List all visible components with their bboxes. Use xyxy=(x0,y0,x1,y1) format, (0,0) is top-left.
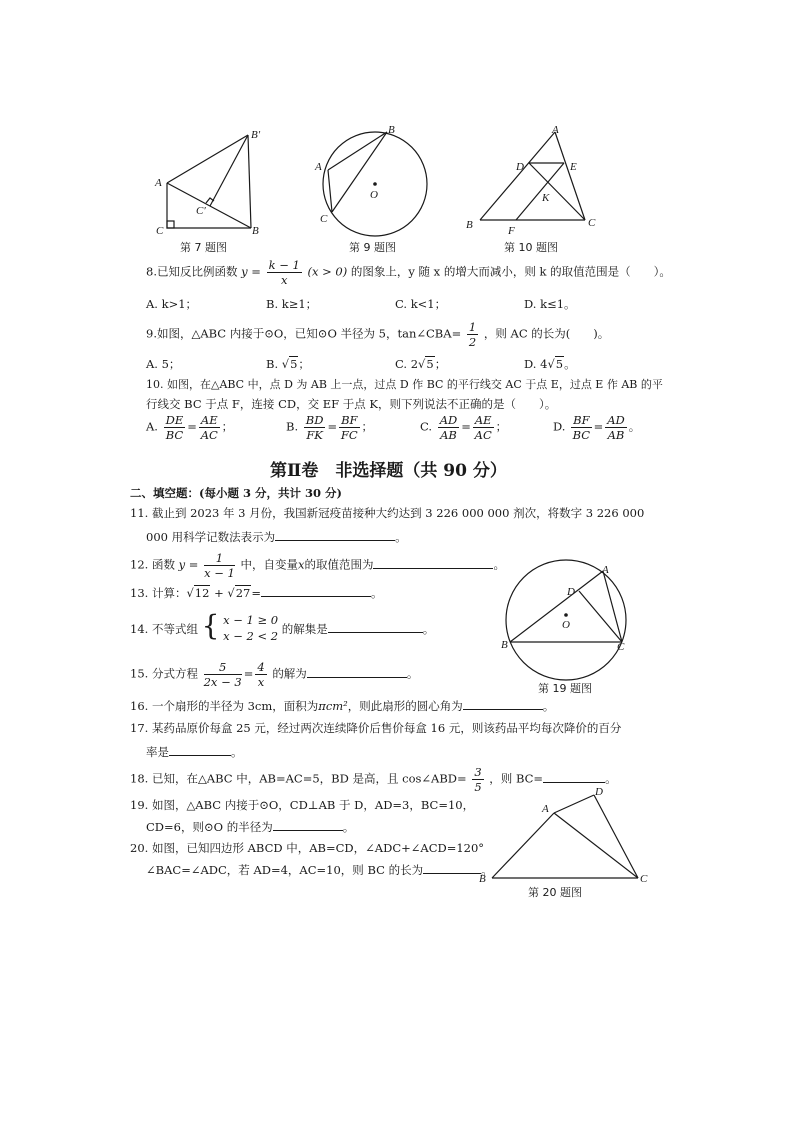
q9-option-d: D. 4√5。 xyxy=(524,357,576,371)
figure-19 xyxy=(500,560,640,680)
fig10-caption: 第 10 题图 xyxy=(504,241,558,254)
q19-answer-blank[interactable] xyxy=(273,818,343,831)
fig9-label-b: B xyxy=(388,124,395,136)
q15-answer-blank[interactable] xyxy=(307,665,407,678)
fig19-label-c: C xyxy=(617,641,625,653)
fig7-label-a: A xyxy=(155,177,162,189)
fig10-label-k: K xyxy=(542,192,550,204)
q8-option-b: B. k≥1； xyxy=(266,297,318,311)
q17-answer-blank[interactable] xyxy=(169,743,231,756)
figure-20 xyxy=(478,782,650,885)
fig10-label-e: E xyxy=(570,161,577,173)
fig7-label-c: C xyxy=(156,225,164,237)
fig9-caption: 第 9 题图 xyxy=(349,241,396,254)
figure-9 xyxy=(312,124,442,236)
fig9-label-a: A xyxy=(315,161,322,173)
q10-option-a: A. $\frac{DE}{BC}$ = $\frac{AE}{AC}$ ； xyxy=(146,413,234,442)
question-10-line1: 10. 如图，在△ABC 中，点 D 为 AB 上一点，过点 D 作 BC 的平行线交 AC 于点 E，过点 E 作 AB 的平 xyxy=(146,378,663,391)
fig10-label-b: B xyxy=(466,219,473,231)
question-11-line2: 000 用科学记数法表示为 。 xyxy=(146,530,407,544)
question-8: 8.已知反比例函数 y = $\frac{k - 1}{x}$ (x > 0) 的图象上，y 随 x 的增大而减小，则 k 的取值范围是（ ）。 xyxy=(146,258,671,287)
fig10-label-d: D xyxy=(516,161,524,173)
section-2-title: 第Ⅱ卷 非选择题（共 90 分） xyxy=(270,461,507,481)
fig7-label-b: B xyxy=(252,225,259,237)
q10-option-b: B. $\frac{BD}{FK}$ = $\frac{BF}{FC}$ ； xyxy=(286,413,374,442)
fig20-caption: 第 20 题图 xyxy=(528,886,582,899)
q12-answer-blank[interactable] xyxy=(373,556,493,569)
fig10-label-f: F xyxy=(508,225,515,237)
question-20-line2: ∠BAC=∠ADC，若 AD=4，AC=10，则 BC 的长为 。 xyxy=(146,863,493,877)
fig19-label-o: O xyxy=(562,619,570,631)
question-15: 15. 分式方程 $\frac{5}{2x - 3}$ = $\frac{4}{x}$ 的解为 。 xyxy=(130,660,419,689)
q13-answer-blank[interactable] xyxy=(261,584,371,597)
q10-option-d: D. $\frac{BF}{BC}$ = $\frac{AD}{AB}$ 。 xyxy=(553,413,641,442)
q18-answer-blank[interactable] xyxy=(543,770,605,783)
q9-fraction: $\frac{1}{2}$ xyxy=(468,320,477,349)
fig7-label-b-prime: B′ xyxy=(251,129,261,141)
fig20-label-c: C xyxy=(640,873,648,885)
q11-answer-blank[interactable] xyxy=(275,528,395,541)
fig9-label-o: O xyxy=(370,189,378,201)
fig20-label-a: A xyxy=(542,803,549,815)
fig20-label-d: D xyxy=(595,786,603,798)
q9-option-b: B. √5； xyxy=(266,357,310,371)
question-13: 13. 计算：√12 + √27= 。 xyxy=(130,586,383,600)
fig20-label-b: B xyxy=(479,873,486,885)
fig7-caption: 第 7 题图 xyxy=(180,241,227,254)
fig7-label-c-prime: C′ xyxy=(196,205,206,217)
q8-fraction: $\frac{k - 1}{x}$ xyxy=(268,258,300,287)
question-9: 9.如图，△ABC 内接于⊙O，已知⊙O 半径为 5，tan∠CBA= $\frac{1}{2}$ ，则 AC 的长为( )。 xyxy=(146,320,610,349)
fig19-caption: 第 19 题图 xyxy=(538,682,592,695)
q9-option-c: C. 2√5； xyxy=(395,357,447,371)
question-17-line1: 17. 某药品原价每盒 25 元，经过两次连续降价后售价每盒 16 元，则该药品平均每次降价的百分 xyxy=(130,721,622,735)
q9-option-a: A. 5； xyxy=(146,357,181,371)
fig10-label-c: C xyxy=(588,217,596,229)
question-19-line1: 19. 如图，△ABC 内接于⊙O，CD⊥AB 于 D，AD=3，BC=10， xyxy=(130,798,475,812)
fig19-label-b: B xyxy=(501,639,508,651)
fig19-label-a: A xyxy=(602,564,609,576)
q8-option-d: D. k≤1。 xyxy=(524,297,576,311)
question-12: 12. 函数 y = $\frac{1}{x - 1}$ 中，自变量x的取值范围为 。 xyxy=(130,551,505,580)
question-18: 18. 已知，在△ABC 中，AB=AC=5，BD 是高，且 cos∠ABD= $\frac{3}{5}$ ，则 BC= 。 xyxy=(130,765,617,794)
q16-answer-blank[interactable] xyxy=(463,697,543,710)
fig9-label-c: C xyxy=(320,213,328,225)
q20-answer-blank[interactable] xyxy=(423,861,481,874)
question-19-line2: CD=6，则⊙O 的半径为 。 xyxy=(146,820,355,834)
q14-answer-blank[interactable] xyxy=(328,620,423,633)
question-10-line2: 行线交 BC 于点 F，连接 CD，交 EF 于点 K，则下列说法不正确的是（ ）。 xyxy=(146,397,557,411)
q10-option-c: C. $\frac{AD}{AB}$ = $\frac{AE}{AC}$ ； xyxy=(420,413,508,442)
question-17-line2: 率是 。 xyxy=(146,745,243,759)
fig19-label-d: D xyxy=(567,586,575,598)
fill-in-heading: 二、填空题：(每小题 3 分，共计 30 分) xyxy=(130,486,342,500)
q8-option-c: C. k<1； xyxy=(395,297,447,311)
question-16: 16. 一个扇形的半径为 3cm，面积为πcm²，则此扇形的圆心角为 。 xyxy=(130,699,555,713)
figure-10 xyxy=(460,124,610,236)
fig10-label-a: A xyxy=(552,124,559,136)
question-20-line1: 20. 如图，已知四边形 ABCD 中，AB=CD，∠ADC+∠ACD=120° xyxy=(130,841,485,855)
q8-option-a: A. k>1； xyxy=(146,297,198,311)
question-14: 14. 不等式组 { x − 1 ≥ 0 x − 2 < 2 的解集是 。 xyxy=(130,609,435,643)
question-11-line1: 11. 截止到 2023 年 3 月份，我国新冠疫苗接种大约达到 3 226 000 000 剂次，将数字 3 226 000 xyxy=(130,506,645,520)
figure-7 xyxy=(150,128,280,238)
